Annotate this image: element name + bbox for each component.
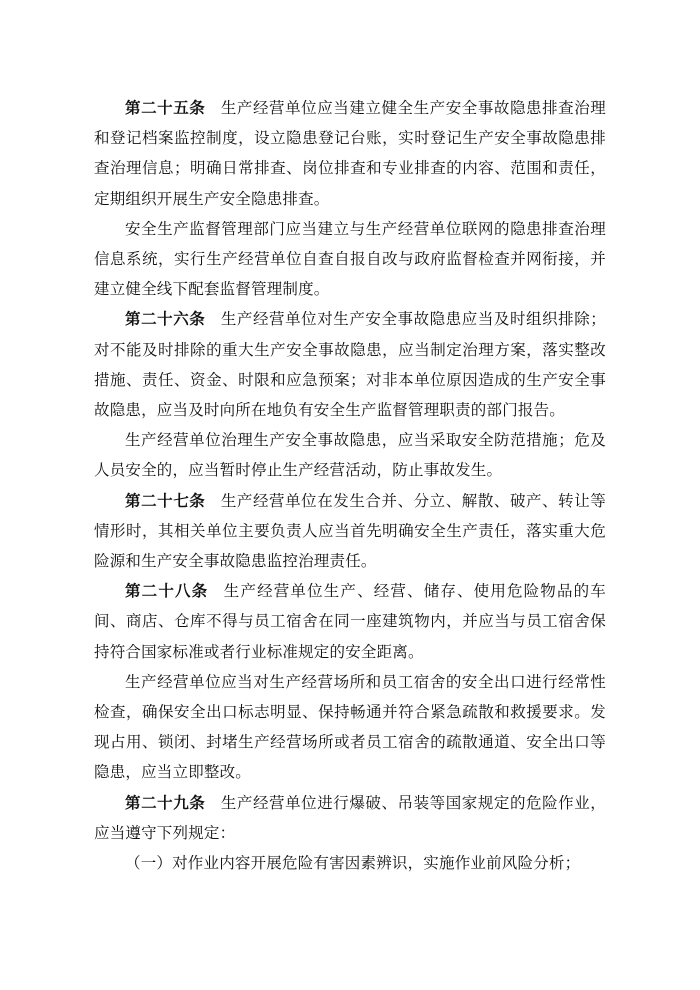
paragraph-text: 生产经营单位治理生产安全事故隐患，应当采取安全防范措施；危及人员安全的，应当暂时停止生产经营活动，防止事故发生。 [94, 431, 606, 480]
article-number: 第二十六条 [125, 309, 206, 329]
paragraph-article-25-2 [94, 214, 606, 305]
paragraph-text: 生产经营单位在发生合并、分立、解散、破产、转让等情形时，其相关单位主要负责人应当首先明确安全生产责任，落实重大危险源和生产安全事故隐患监控治理责任。 [94, 491, 606, 571]
list-item-text: （一）对作业内容开展危险有害因素辨识，实施作业前风险分析； [125, 854, 581, 873]
paragraph-text: 生产经营单位进行爆破、吊装等国家规定的危险作业，应当遵守下列规定： [94, 793, 606, 842]
article-number: 第二十九条 [125, 792, 206, 812]
paragraph-article-26-2 [94, 425, 606, 485]
paragraph-text: 安全生产监督管理部门应当建立与生产经营单位联网的隐患排查治理信息系统，实行生产经营单位自查自报自改与政府监督检查并网衔接，并建立健全线下配套监督管理制度。 [94, 219, 606, 299]
paragraph-article-26 [94, 304, 606, 425]
article-number: 第二十八条 [125, 581, 209, 601]
list-item-1 [94, 848, 606, 878]
paragraph-text: 生产经营单位应当建立健全生产安全事故隐患排查治理和登记档案监控制度，设立隐患登记台账，实时登记生产安全事故隐患排查治理信息；明确日常排查、岗位排查和专业排查的内容、范围和责任，定期组织开展生产安全隐患排查。 [94, 99, 606, 208]
paragraph-article-27 [94, 486, 606, 577]
paragraph-article-28 [94, 576, 606, 667]
paragraph-article-25 [94, 93, 606, 214]
paragraph-text: 生产经营单位对生产安全事故隐患应当及时组织排除；对不能及时排除的重大生产安全事故隐患，应当制定治理方案，落实整改措施、责任、资金、时限和应急预案；对非本单位原因造成的生产安全事故隐患，应当及时向所在地负有安全生产监督管理职责的部门报告。 [94, 310, 606, 420]
article-number: 第二十五条 [125, 98, 206, 117]
article-number: 第二十七条 [125, 490, 206, 510]
paragraph-text: 生产经营单位生产、经营、储存、使用危险物品的车间、商店、仓库不得与员工宿舍在同一座建筑物内，并应当与员工宿舍保持符合国家标准或者行业标准规定的安全距离。 [94, 582, 606, 661]
paragraph-article-29 [94, 788, 606, 848]
document-body [94, 93, 606, 878]
paragraph-text: 生产经营单位应当对生产经营场所和员工宿舍的安全出口进行经常性检查，确保安全出口标志明显、保持畅通并符合紧急疏散和救援要求。发现占用、锁闭、封堵生产经营场所或者员工宿舍的疏散通道、安全出口等隐患，应当立即整改。 [94, 672, 606, 782]
paragraph-article-28-2 [94, 667, 606, 788]
